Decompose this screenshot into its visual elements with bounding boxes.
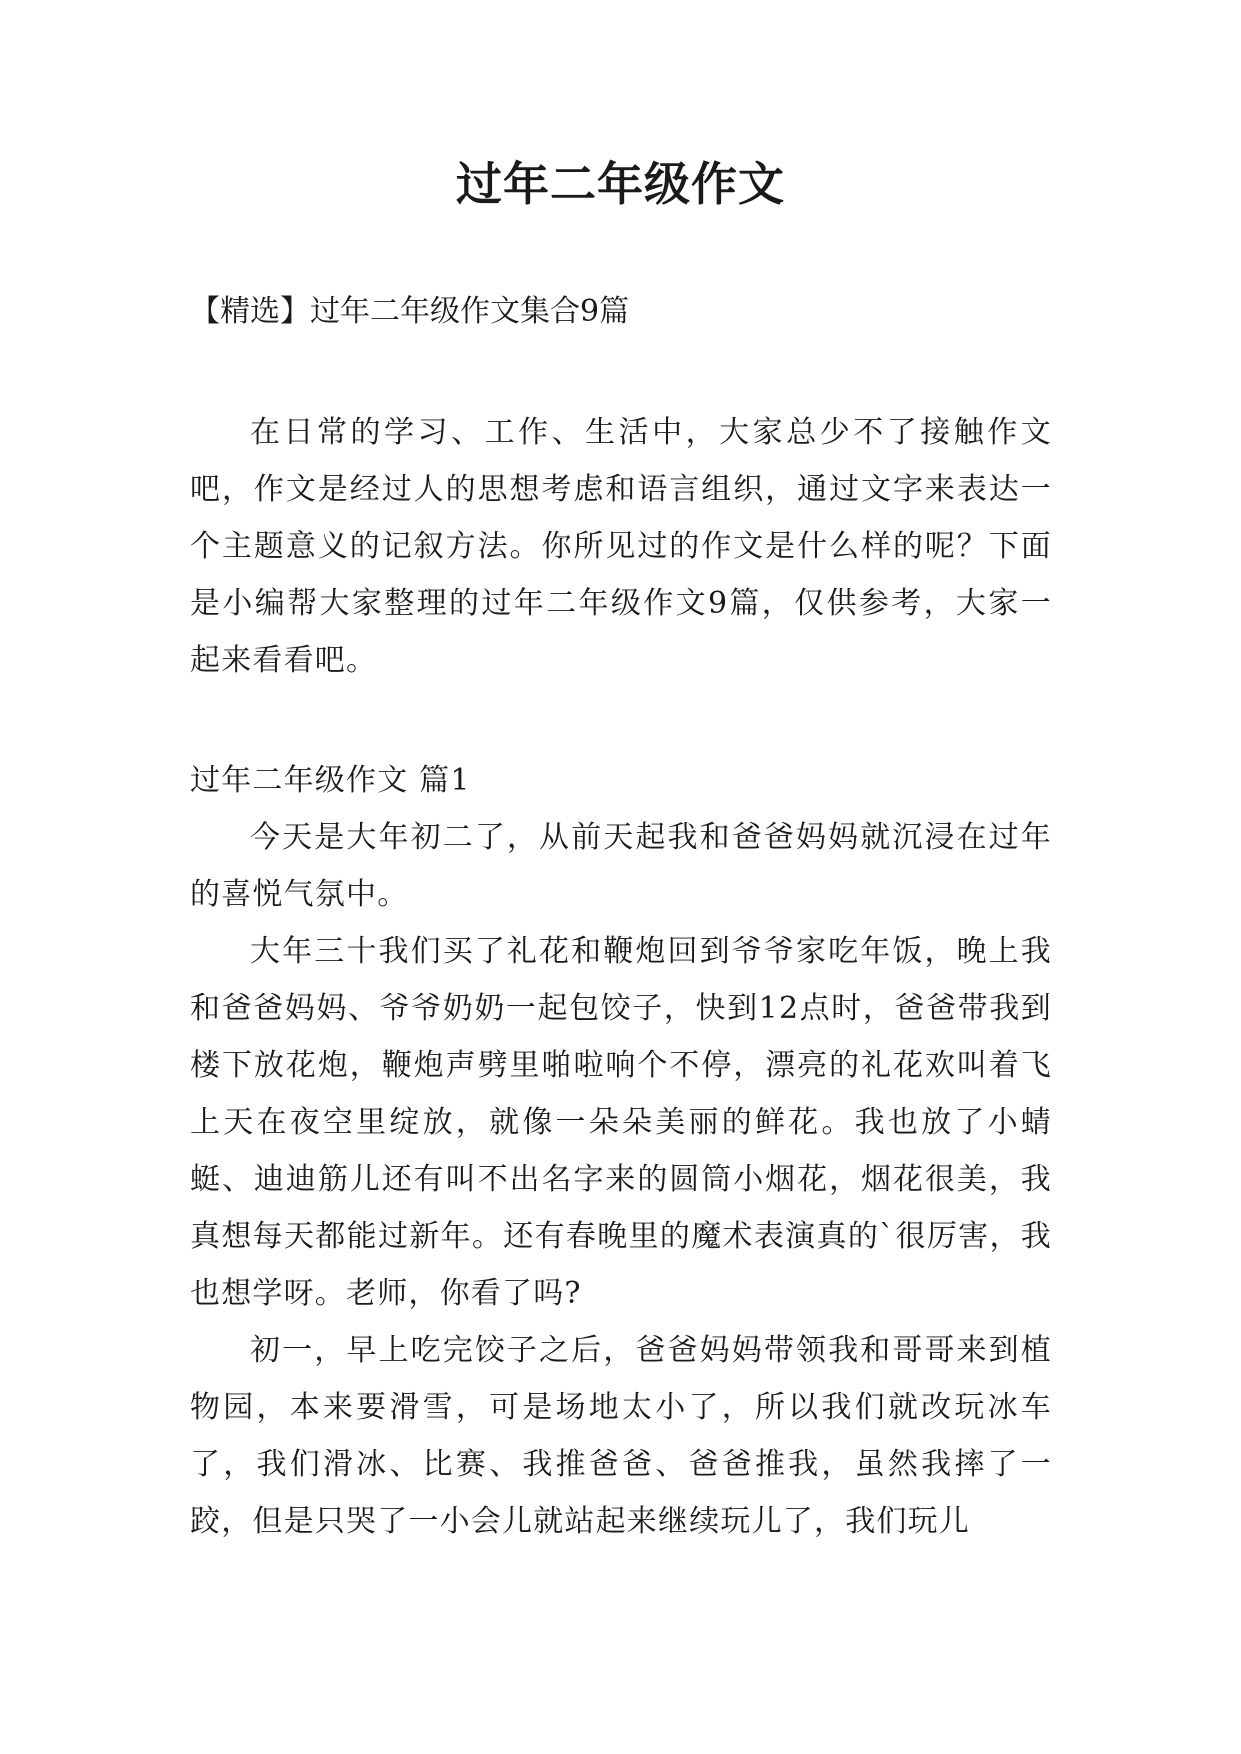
intro-section xyxy=(190,404,1052,689)
document-subtitle: 【精选】过年二年级作文集合9篇 xyxy=(190,294,630,329)
article-paragraph: 初一，早上吃完饺子之后，爸爸妈妈带领我和哥哥来到植物园，本来要滑雪，可是场地太小了，所以我们就改玩冰车了，我们滑冰、比赛、我推爸爸、爸爸推我，虽然我摔了一跤，但是只哭了一小会儿就站起来继续玩儿了，我们玩儿 xyxy=(190,1333,1052,1539)
article-paragraph: 今天是大年初二了，从前天起我和爸爸妈妈就沉浸在过年的喜悦气氛中。 xyxy=(190,820,1052,912)
article-paragraph: 大年三十我们买了礼花和鞭炮回到爷爷家吃年饭，晚上我和爸爸妈妈、爷爷奶奶一起包饺子，快到12点时，爸爸带我到楼下放花炮，鞭炮声劈里啪啦响个不停，漂亮的礼花欢叫着飞上天在夜空里绽放，就像一朵朵美丽的鲜花。我也放了小蜻蜓、迪迪筋儿还有叫不出名字来的圆筒小烟花，烟花很美，我真想每天都能过新年。还有春晚里的魔术表演真的`很厉害，我也想学呀。老师，你看了吗? xyxy=(190,934,1052,1311)
intro-paragraph: 在日常的学习、工作、生活中，大家总少不了接触作文吧，作文是经过人的思想考虑和语言组织，通过文字来表达一个主题意义的记叙方法。你所见过的作文是什么样的呢？下面是小编帮大家整理的过年二年级作文9篇，仅供参考，大家一起来看看吧。 xyxy=(190,415,1052,678)
article-section xyxy=(190,752,1052,1550)
document-title: 过年二年级作文 xyxy=(456,157,785,211)
article-heading: 过年二年级作文 篇1 xyxy=(190,763,471,798)
